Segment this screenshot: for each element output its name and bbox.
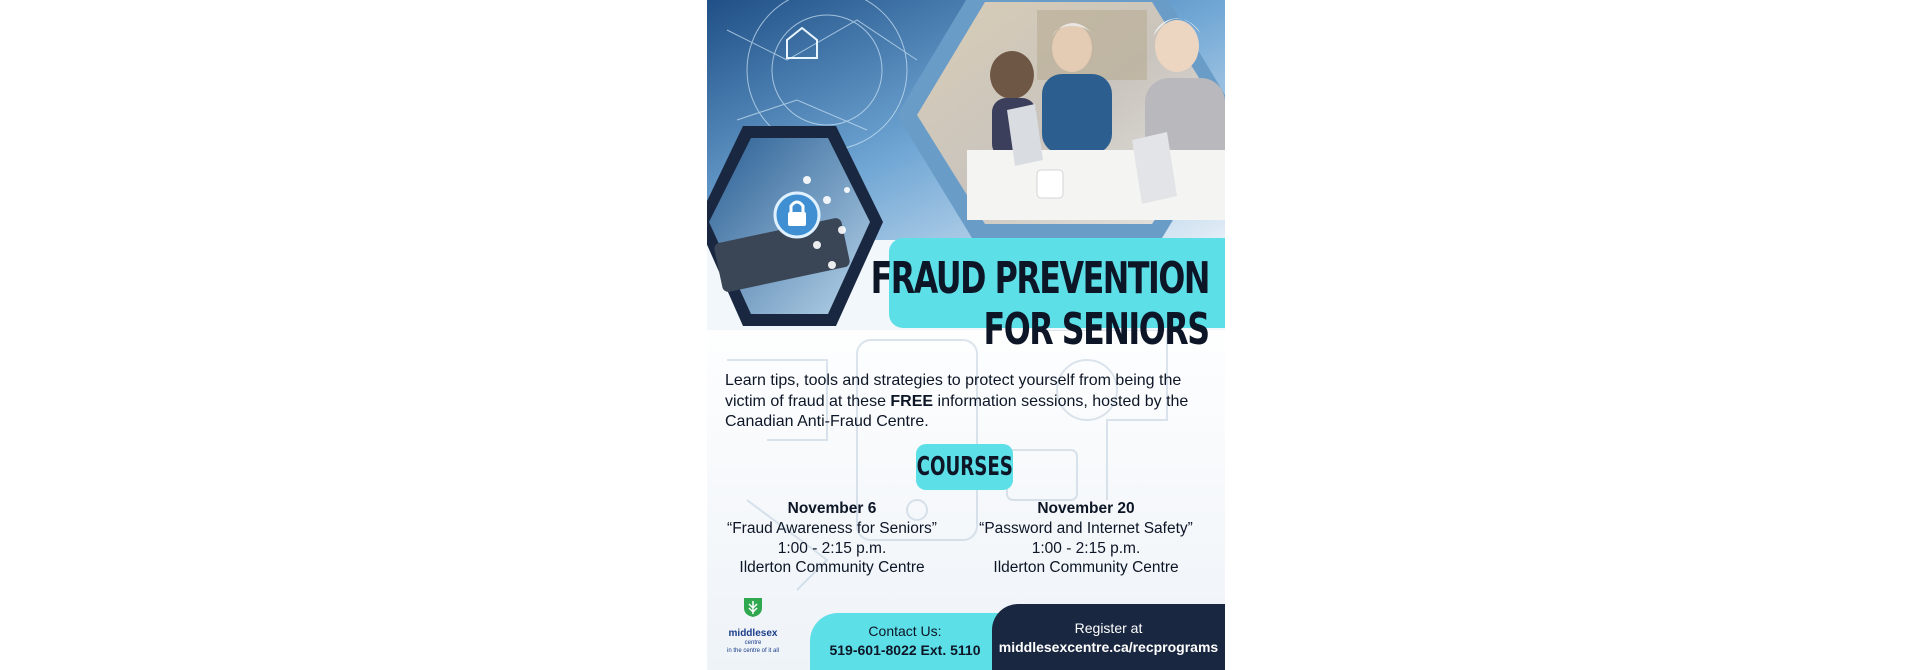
course-time: 1:00 - 2:15 p.m. [777, 539, 887, 557]
logo-name-line-2: centre [744, 640, 762, 646]
page-title-line-1: FRAUD PREVENTION [870, 253, 1209, 304]
intro-free-emphasis: FREE [890, 392, 934, 410]
course-date: November 20 [1037, 500, 1135, 517]
event-poster [707, 0, 1225, 670]
padlock-icon [775, 193, 819, 237]
course-location: Ilderton Community Centre [993, 559, 1179, 577]
intro-paragraph [725, 371, 1215, 433]
contact-box [810, 613, 1000, 670]
course-name: “Fraud Awareness for Seniors” [727, 519, 937, 537]
course-date: November 6 [787, 500, 877, 517]
contact-label: Contact Us: [868, 623, 942, 639]
register-box [992, 604, 1225, 670]
course-location: Ilderton Community Centre [739, 559, 925, 577]
middlesex-centre-logo [723, 596, 783, 662]
register-url-link[interactable]: middlesexcentre.ca/recprograms [998, 639, 1219, 655]
course-time: 1:00 - 2:15 p.m. [1031, 539, 1141, 557]
intro-text-end: information sessions, hosted by the Canadian Anti-Fraud Centre. [725, 392, 1189, 430]
intro-text-start: Learn tips, tools and strategies to protect yourself from being the victim of fraud at these [725, 372, 1182, 410]
logo-tagline: in the centre of it all [726, 648, 780, 654]
course-item [707, 499, 957, 578]
courses-heading-badge [916, 444, 1013, 490]
logo-name-line-1: middlesex [728, 628, 778, 639]
contact-phone[interactable]: 519-601-8022 Ext. 5110 [829, 641, 981, 658]
courses-heading: COURSES [916, 452, 1013, 482]
course-name: “Password and Internet Safety” [979, 519, 1193, 537]
page-title-line-2: FOR SENIORS [983, 304, 1209, 355]
course-item [961, 499, 1211, 578]
wheat-shield-icon [742, 596, 764, 618]
register-label: Register at [1074, 620, 1143, 636]
